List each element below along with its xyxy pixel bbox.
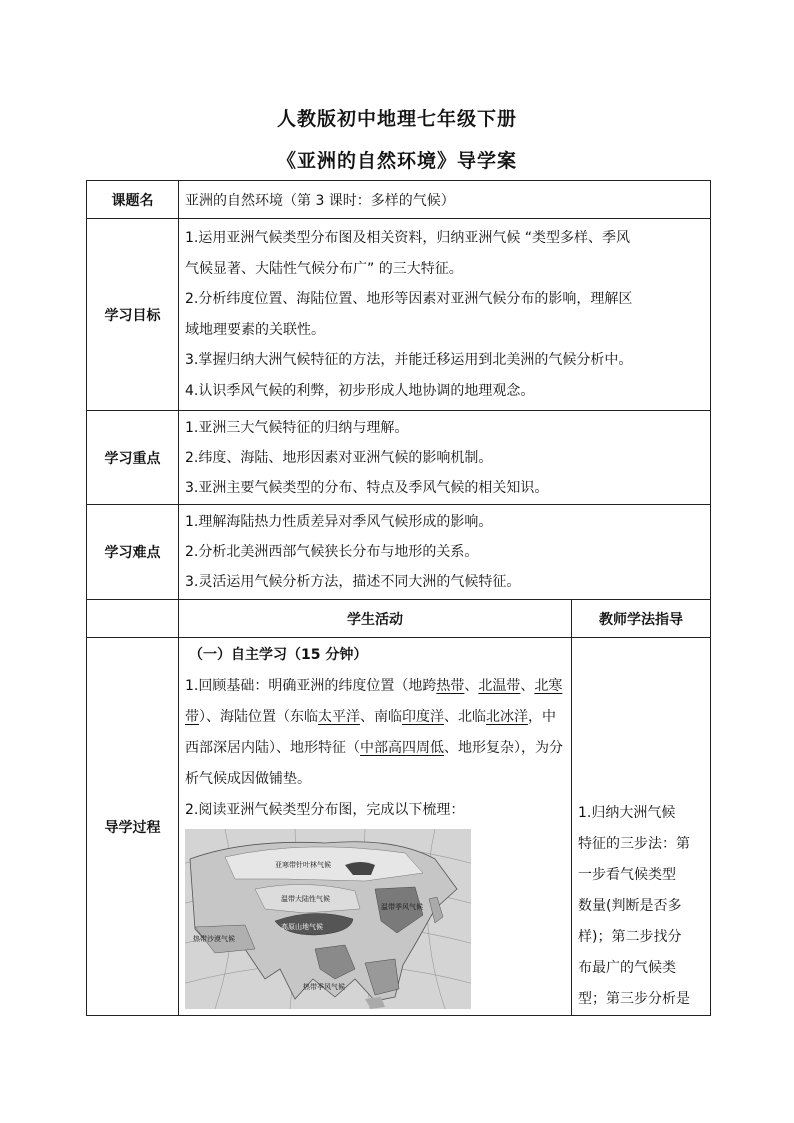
key-points-label: 学习重点 [87,411,179,505]
tip-line: 型；第三步分析是 [578,991,690,1007]
goals-content [179,219,711,411]
topic-row [87,181,711,219]
text-span: 地形复杂），为分析气候成因做铺垫。 [185,739,563,787]
teacher-guidance-content [572,638,711,1016]
header-empty-cell [87,600,179,638]
document-subtitle: 《亚洲的自然环境》导学案 [276,150,517,172]
difficulty-line: 3.灵活运用气候分析方法，描述不同大洲的气候特征。 [185,574,521,590]
key-points-content [179,411,711,505]
answer-span: 中部高四周低 [360,739,444,756]
tip-line: 特征的三步法：第 [578,836,690,852]
answer-span: 太平洋 [318,708,360,725]
map-label: 热带季风气候 [303,983,345,991]
text-span: ，中西部深居内陆）、地形特征（ [185,708,556,756]
student-activity-header: 学生活动 [179,600,572,638]
key-point-line: 2.纬度、海陆、地形因素对亚洲气候的影响机制。 [185,449,493,466]
tip-line: 一步看气候类型 [578,867,676,883]
document-title: 人教版初中地理七年级下册 [276,108,517,130]
difficulties-label: 学习难点 [87,505,179,600]
key-point-line: 1.亚洲三大气候特征的归纳与理解。 [185,419,409,436]
key-points-row [87,411,711,505]
goal-line: 4.认识季风气候的利弊，初步形成人地协调的地理观念。 [185,382,535,399]
goal-line: 1.运用亚洲气候类型分布图及相关资料，归纳亚洲气候 “类型多样、季风 [185,230,631,246]
tip-line: 样)；第二步找分 [578,929,682,945]
section-heading: （一）自主学习（15 分钟） [189,647,368,663]
goals-label: 学习目标 [87,219,179,411]
lesson-plan-table [86,180,711,1016]
goal-line: 域地理要素的关联性。 [185,321,325,338]
tip-line: 布最广的气候类 [578,960,676,976]
answer-span: 热带 [436,677,465,694]
map-label: 温带大陆性气候 [281,895,330,903]
difficulty-line: 2.分析北美洲西部气候狭长分布与地形的关系。 [185,544,479,560]
text-span: ）、海陆位置（东临 [199,708,318,725]
goals-row [87,219,711,411]
process-row [87,638,711,1016]
tip-line: 1.归纳大洲气候 [578,805,676,821]
topic-value: 亚洲的自然环境（第 3 课时：多样的气候） [179,181,711,219]
goal-line: 2.分析纬度位置、海陆位置、地形等因素对亚洲气候分布的影响，理解区 [185,291,633,307]
topic-label: 课题名 [87,181,179,219]
difficulty-line: 1.理解海陆热力性质差异对季风气候形成的影响。 [185,514,493,530]
teacher-guidance-header: 教师学法指导 [572,600,711,638]
goal-line: 气候显著、大陆性气候分布广” 的三大特征。 [185,260,463,277]
activity-header-row [87,600,711,638]
key-point-line: 3.亚洲主要气候类型的分布、特点及季风气候的相关知识。 [185,479,549,496]
map-label: 高原山地气候 [281,923,323,931]
text-span: 、 [464,677,479,694]
process-label: 导学过程 [87,638,179,1016]
text-span: 、南临 [360,708,402,725]
student-activity-content [179,638,572,1016]
text-span: 1.回顾基础：明确亚洲的纬度位置（地跨 [185,677,437,694]
asia-climate-map-image [185,829,471,1009]
map-instruction: 2.阅读亚洲气候类型分布图，完成以下梳理： [185,801,465,818]
goal-line: 3.掌握归纳大洲气候特征的方法，并能迁移运用到北美洲的气候分析中。 [185,352,633,368]
map-label: 亚寒带针叶林气候 [275,861,331,869]
text-span: 、北临 [444,708,486,725]
answer-span: 北寒带 [185,677,563,725]
answer-span: 印度洋 [402,708,444,725]
text-span: 、 [520,677,535,694]
map-label: 热带沙漠气候 [193,935,235,943]
answer-span: 北冰洋 [486,708,528,725]
tip-line: 数量(判断是否多 [578,898,682,914]
text-span: 、 [444,739,458,756]
difficulties-row [87,505,711,600]
asia-climate-map [185,829,471,1009]
map-label: 温带季风气候 [381,903,423,911]
answer-span: 北温带 [478,677,521,694]
review-paragraph [179,671,571,795]
difficulties-content [179,505,711,600]
